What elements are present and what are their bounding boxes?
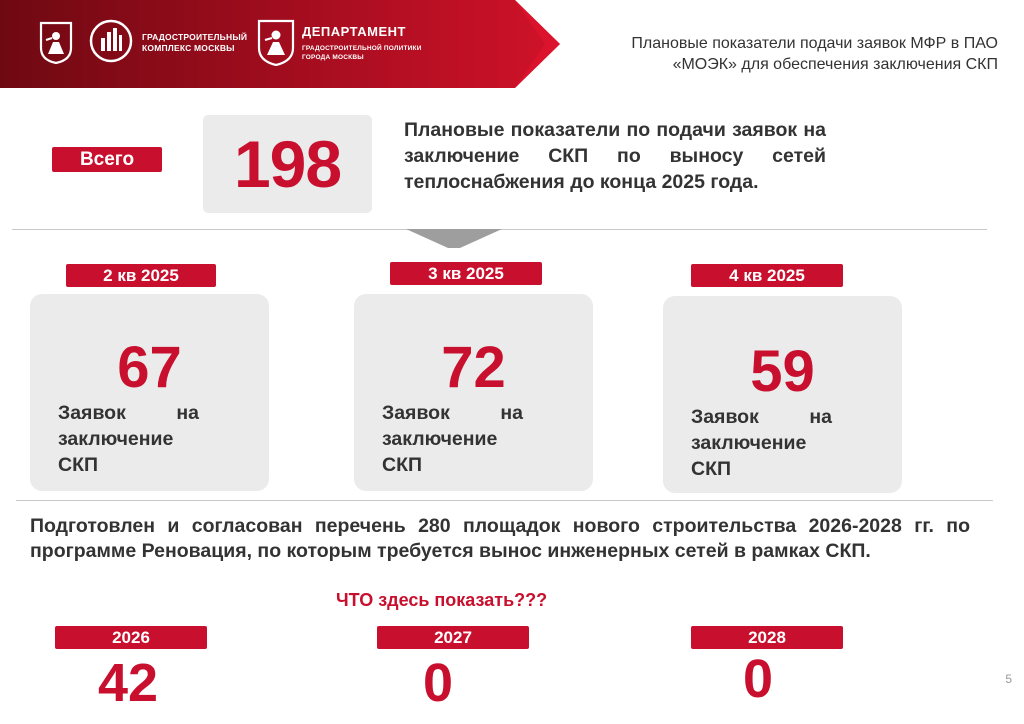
year-value-2028: 0 [742, 649, 774, 709]
crest-icon [38, 20, 74, 64]
quarter-caption: Заявок на заключение СКП [382, 402, 523, 476]
question-note: ЧТО здесь показать??? [336, 590, 548, 610]
grad-complex-icon [88, 18, 134, 64]
quarter-caption: Заявок на заключение СКП [58, 402, 199, 476]
logo2-line3: ГОРОДА МОСКВЫ [302, 54, 364, 61]
logo1-line2: КОМПЛЕКС МОСКВЫ [142, 43, 235, 53]
pointer-arrow [406, 229, 502, 249]
page-title [558, 33, 998, 75]
quarter-caption: Заявок на заключение СКП [691, 406, 832, 480]
logo2-line2: ГРАДОСТРОИТЕЛЬНОЙ ПОЛИТИКИ [302, 45, 422, 52]
year-value-2026: 42 [97, 653, 159, 713]
quarter-card-2 [354, 294, 593, 491]
logo1-line1: ГРАДОСТРОИТЕЛЬНЫЙ [142, 32, 248, 42]
page-title-line2: «МОЭК» для обеспечения заключения СКП [672, 56, 998, 73]
quarter-value: 67 [117, 335, 182, 400]
quarter-card-1 [30, 294, 269, 491]
year-tag-2028: 2028 [691, 626, 843, 649]
quarter-value: 72 [441, 335, 506, 400]
divider-middle [16, 500, 993, 501]
renovation-text: Подготовлен и согласован перечень 280 площадок нового строительства 2026-2028 гг. по программе Реновация, по которым требуется вынос инженерных сетей в рамках СКП. [30, 515, 970, 562]
quarter-tag-2: 3 кв 2025 [390, 262, 542, 285]
year-tag-2026: 2026 [55, 626, 207, 649]
page-title-line1: Плановые показатели подачи заявок МФР в ПАО [631, 35, 998, 52]
page-number: 5 [1005, 672, 1012, 686]
total-label-tag: Всего [52, 147, 162, 172]
grad-complex-logo [88, 18, 134, 69]
total-box [203, 115, 372, 213]
quarter-value: 59 [750, 339, 815, 404]
total-value: 198 [233, 127, 342, 201]
moscow-crest-logo [38, 20, 74, 64]
quarter-tag-3: 4 кв 2025 [691, 264, 843, 287]
quarter-tag-1: 2 кв 2025 [66, 264, 216, 287]
total-description: Плановые показатели по подачи заявок на заключение СКП по выносу сетей теплоснабжения до конца 2025 года. [404, 119, 826, 193]
year-value-2027: 0 [422, 653, 454, 713]
department-crest-logo [256, 18, 296, 66]
year-tag-2027: 2027 [377, 626, 529, 649]
crest-icon [256, 18, 296, 66]
quarter-card-3 [663, 296, 902, 493]
logo2-line1: ДЕПАРТАМЕНТ [302, 24, 407, 39]
